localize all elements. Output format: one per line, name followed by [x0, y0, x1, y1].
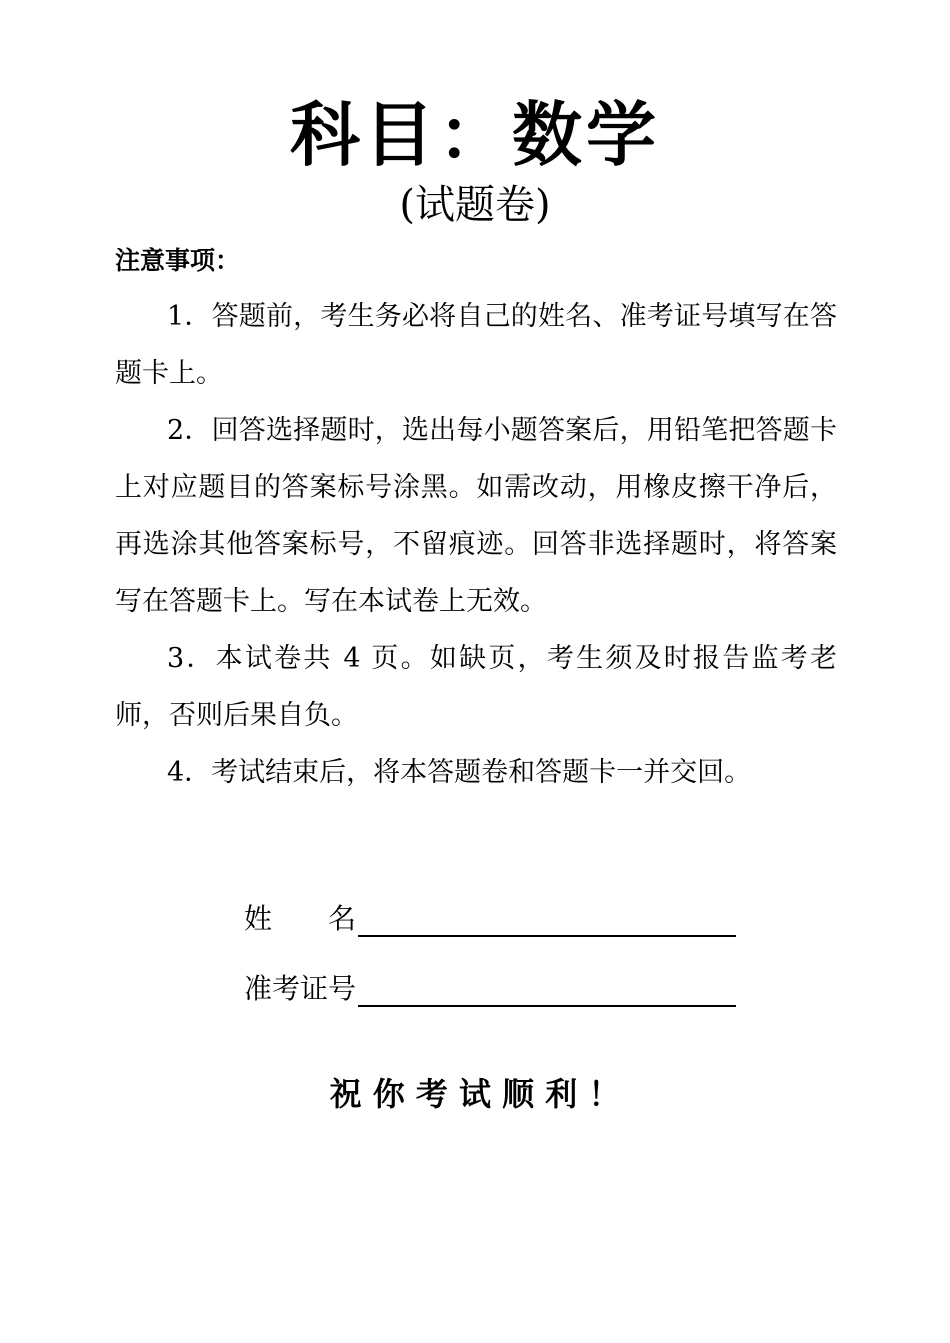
name-label: 姓 名	[244, 902, 357, 935]
note-item: 1．答题前，考生务必将自己的姓名、准考证号填写在答题卡上。	[115, 301, 837, 389]
exam-id-label: 准考证号	[244, 972, 357, 1005]
exam-id-field	[244, 967, 736, 1007]
exam-id-blank-line[interactable]	[358, 975, 736, 1007]
good-luck-message: 祝 你 考 试 顺 利 ！	[329, 1075, 621, 1113]
name-blank-line[interactable]	[358, 905, 736, 937]
notes-list	[115, 288, 837, 801]
page-subtitle: (试题卷)	[399, 182, 551, 228]
note-item: 3．本试卷共 4 页。如缺页，考生须及时报告监考老师，否则后果自负。	[115, 643, 837, 731]
name-field	[244, 897, 736, 937]
note-item: 2．回答选择题时，选出每小题答案后，用铅笔把答题卡上对应题目的答案标号涂黑。如需改动，用橡皮擦干净后，再选涂其他答案标号，不留痕迹。回答非选择题时，将答案写在答题卡上。写在本试卷上无效。	[115, 415, 837, 617]
note-item: 4．考试结束后，将本答题卷和答题卡一并交回。	[167, 757, 752, 788]
notes-heading: 注意事项：	[115, 246, 241, 275]
page-title: 科目：数学	[290, 94, 660, 176]
